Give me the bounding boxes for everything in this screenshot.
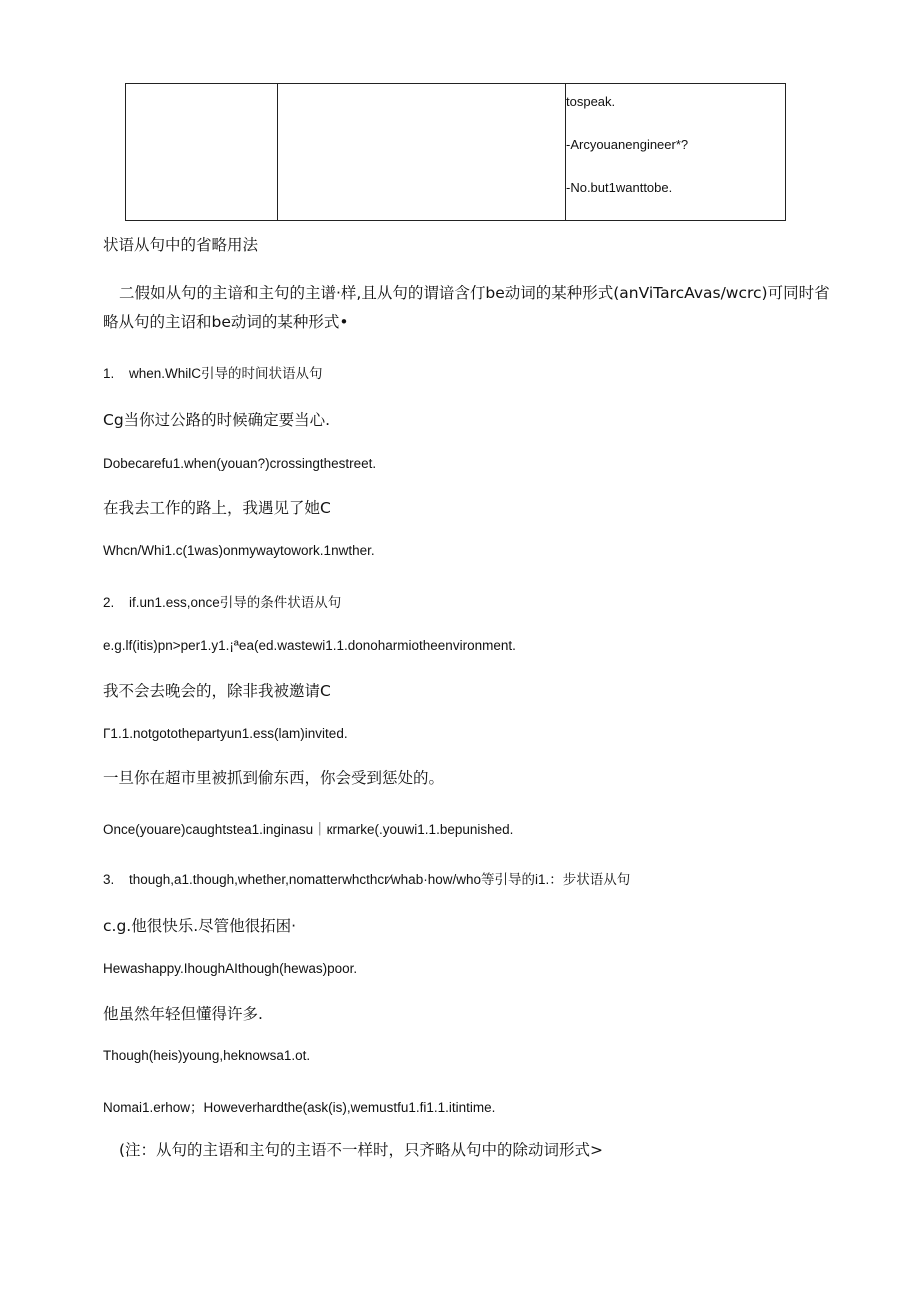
example-chinese: 在我去工作的路上，我遇见了她C	[103, 499, 331, 517]
list-item-number: 3.	[103, 872, 115, 887]
example-english: e.g.lf(itis)pn>per1.y1.¡ªea(ed.wastewi1.1.donoharmiotheenvironment.	[103, 638, 516, 653]
intro-paragraph-line: 略从句的主诏和be动词的某种形式•	[103, 313, 349, 331]
example-english: Γ1.1.notgotothepartyun1.ess(lam)invited.	[103, 726, 348, 741]
list-item-heading	[103, 362, 323, 382]
section-title: 状语从句中的省略用法	[103, 236, 259, 254]
example-chinese: 一旦你在超市里被抓到偷东西，你会受到惩处的。	[103, 769, 445, 787]
table-cell-line: -No.but1wanttobe.	[566, 180, 673, 195]
list-item-number: 1.	[103, 366, 115, 381]
example-english: Nomai1.erhow；Howeverhardthe(ask(is),wemustfu1.fi1.1.itintime.	[103, 1100, 496, 1115]
example-english: Once(youare)caughtstea1.inginasu｜кrmarke(.youwi1.1.bepunished.	[103, 822, 514, 837]
example-table	[125, 83, 786, 221]
example-chinese: 他虽然年轻但懂得许多.	[103, 1005, 263, 1023]
list-item-heading	[103, 591, 341, 611]
list-item-text: though,a1.though,whether,nomatterwhcthcr⁄whab·how/who等引导的i1.：步状语从句	[129, 872, 631, 887]
list-item-heading	[103, 868, 630, 888]
table-cell-line: tospeak.	[566, 94, 616, 109]
example-chinese: c.g.他很快乐.尽管他很拓困·	[103, 917, 297, 935]
list-item-text: when.WhilC引导的时间状语从句	[129, 366, 323, 381]
example-english: Whcn/Whi1.c(1was)onmywaytowork.1nwther.	[103, 543, 375, 558]
example-chinese: 我不会去晚会的，除非我被邀请C	[103, 682, 331, 700]
table-cell-line: -Arcyouanengineer*?	[566, 137, 689, 152]
example-english: Though(heis)young,heknowsa1.ot.	[103, 1048, 311, 1063]
example-english: Dobecarefu1.when(youan?)crossingthestreet.	[103, 456, 377, 471]
intro-paragraph-line: 二假如从句的主谙和主句的主谱·样,且从句的谓谙含仃be动词的某种形式(anViTarcAvas/wcrc)可同时省	[119, 284, 830, 302]
list-item-text: if.un1.ess,once引导的条件状语从句	[129, 595, 342, 610]
note-line: (注：从句的主语和主句的主语不一样时，只齐略从句中的除动词形式>	[119, 1141, 604, 1159]
example-chinese: Cg当你过公路的时候确定要当心.	[103, 411, 331, 429]
list-item-number: 2.	[103, 595, 115, 610]
table-column-divider	[277, 84, 278, 220]
example-english: Hewashappy.IhoughAIthough(hewas)poor.	[103, 961, 358, 976]
